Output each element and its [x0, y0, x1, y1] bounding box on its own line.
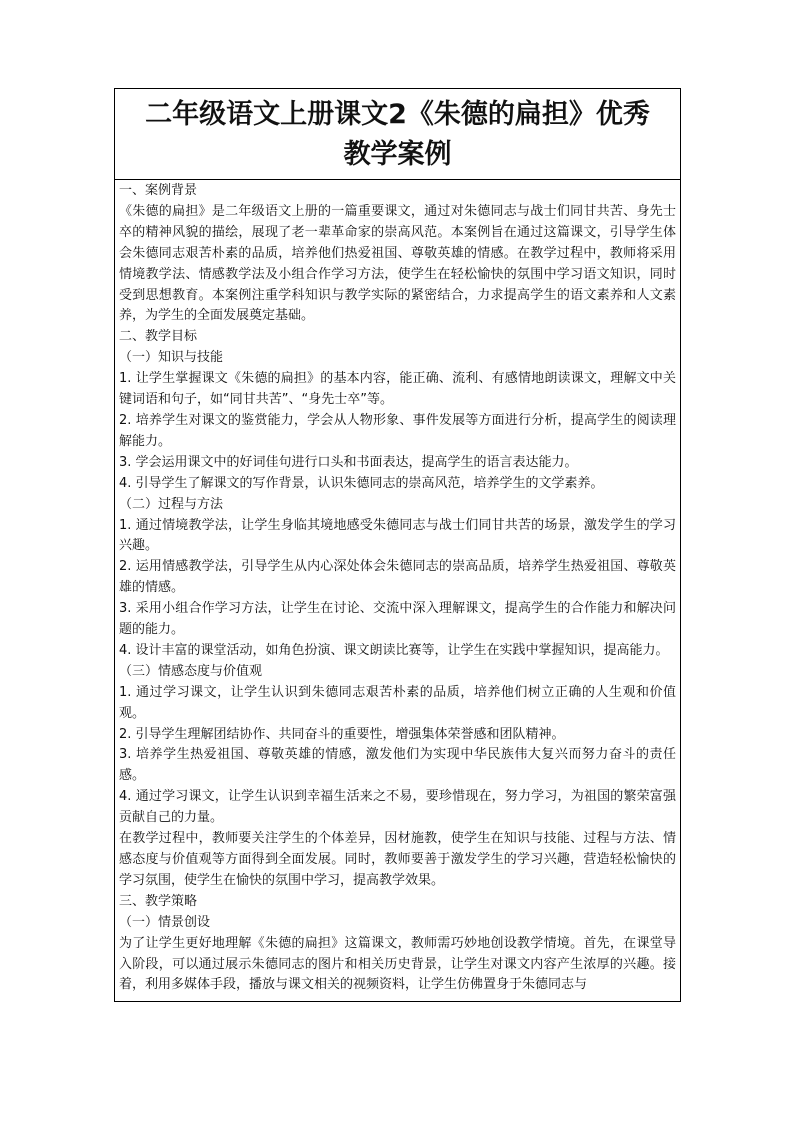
list-item: 4. 设计丰富的课堂活动，如角色扮演、课文朗读比赛等，让学生在实践中掌握知识，提高能力。	[119, 642, 669, 658]
list-item: 1. 通过学习课文，让学生认识到朱德同志艰苦朴素的品质，培养他们树立正确的人生观和价值观。	[119, 684, 676, 721]
list-item: 4. 引导学生了解课文的写作背景，认识朱德同志的崇高风范，培养学生的文学素养。	[119, 475, 604, 491]
subheading-knowledge-skills: （一）知识与技能	[119, 350, 224, 366]
list-item: 3. 采用小组合作学习方法，让学生在讨论、交流中深入理解课文，提高学生的合作能力和解决问题的能力。	[119, 601, 676, 638]
list-item: 2. 培养学生对课文的鉴赏能力，学会从人物形象、事件发展等方面进行分析，提高学生的阅读理解能力。	[119, 412, 676, 449]
list-item: 3. 培养学生热爱祖国、尊敬英雄的情感，激发他们为实现中华民族伟大复兴而努力奋斗的责任感。	[119, 747, 676, 784]
document-page	[114, 88, 681, 1002]
list-item: 1. 通过情境教学法，让学生身临其境地感受朱德同志与战士们同甘共苦的场景，激发学生的学习兴趣。	[119, 517, 676, 554]
list-item: 2. 引导学生理解团结协作、共同奋斗的重要性，增强集体荣誉感和团队精神。	[119, 726, 565, 742]
list-item: 1. 让学生掌握课文《朱德的扁担》的基本内容，能正确、流利、有感情地朗读课文，理解文中关键词语和句子，如“同甘共苦”、“身先士卒”等。	[119, 371, 676, 408]
document-table	[114, 88, 681, 1002]
page-title-line-2: 教学案例	[343, 139, 452, 170]
goals-summary-paragraph: 在教学过程中，教师要关注学生的个体差异，因材施教，使学生在知识与技能、过程与方法、情感态度与价值观等方面得到全面发展。同时，教师要善于激发学生的学习兴趣，营造轻松愉快的学习氛围，使学生在愉快的氛围中学习，提高教学效果。	[119, 831, 676, 888]
section-heading-goals: 二、教学目标	[119, 329, 198, 345]
list-item: 2. 运用情感教学法，引导学生从内心深处体会朱德同志的崇高品质，培养学生热爱祖国、尊敬英雄的情感。	[119, 559, 676, 596]
content-cell	[115, 180, 680, 1001]
scenario-paragraph: 为了让学生更好地理解《朱德的扁担》这篇课文，教师需巧妙地创设教学情境。首先，在课堂导入阶段，可以通过展示朱德同志的图片和相关历史背景，让学生对课文内容产生浓厚的兴趣。接着，利用多媒体手段，播放与课文相关的视频资料，让学生仿佛置身于朱德同志与	[119, 935, 676, 993]
subheading-process-methods: （二）过程与方法	[119, 496, 224, 512]
title-cell	[115, 89, 680, 180]
list-item: 3. 学会运用课文中的好词佳句进行口头和书面表达，提高学生的语言表达能力。	[119, 454, 578, 470]
list-item: 4. 通过学习课文，让学生认识到幸福生活来之不易，要珍惜现在，努力学习，为祖国的繁荣富强贡献自己的力量。	[119, 789, 676, 826]
section-heading-background: 一、案例背景	[119, 183, 198, 198]
subheading-scenario: （一）情景创设	[119, 914, 211, 930]
background-paragraph: 《朱德的扁担》是二年级语文上册的一篇重要课文，通过对朱德同志与战士们同甘共苦、身先士卒的精神风貌的描绘，展现了老一辈革命家的崇高风范。本案例旨在通过这篇课文，引导学生体会朱德同志艰苦朴素的品质，培养他们热爱祖国、尊敬英雄的情感。在教学过程中，教师将采用情境教学法、情感教学法及小组合作学习方法，使学生在轻松愉快的氛围中学习语文知识，同时受到思想教育。本案例注重学科知识与教学实际的紧密结合，力求提高学生的语文素养和人文素养，为学生的全面发展奠定基础。	[119, 203, 676, 324]
section-heading-strategy: 三、教学策略	[119, 893, 198, 909]
page-title-line-1: 二年级语文上册课文2《朱德的扁担》优秀	[145, 99, 650, 130]
subheading-emotion-values: （三）情感态度与价值观	[119, 663, 263, 679]
